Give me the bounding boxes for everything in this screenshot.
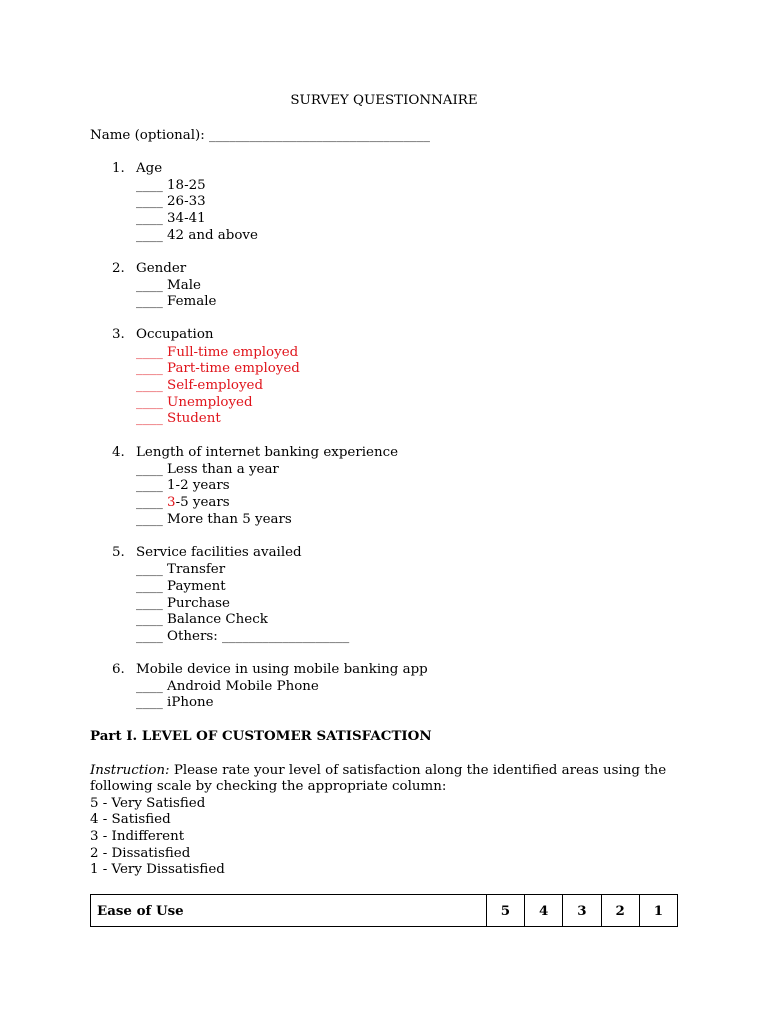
q2-number: 2. xyxy=(112,261,125,276)
part1-heading: Part I. LEVEL OF CUSTOMER SATISFACTION xyxy=(90,728,432,744)
q2-label: Gender xyxy=(136,261,187,276)
q5-option: ____ Others: ___________________ xyxy=(136,629,350,644)
q4-option-blank: ____ xyxy=(136,495,168,510)
q5-label: Service facilities availed xyxy=(136,545,302,560)
q3-option: ____ Self-employed xyxy=(136,378,264,393)
q6-option: ____ Android Mobile Phone xyxy=(136,679,319,694)
q6-number: 6. xyxy=(112,662,125,677)
instruction-line: following scale by checking the appropriate column: xyxy=(90,779,447,794)
q5-option: ____ Transfer xyxy=(136,562,226,577)
q5-option: ____ Purchase xyxy=(136,596,230,611)
q4-option: ____ Less than a year xyxy=(136,462,279,477)
scale-item: 2 - Dissatisfied xyxy=(90,846,191,861)
instruction-label: Instruction: xyxy=(90,763,170,778)
table-header-category: Ease of Use xyxy=(91,895,487,927)
q5-option: ____ Balance Check xyxy=(136,612,268,627)
table-header-col: 4 xyxy=(525,895,563,927)
q6-label: Mobile device in using mobile banking app xyxy=(136,662,428,677)
q1-option: ____ 34-41 xyxy=(136,211,206,226)
table-header-col: 1 xyxy=(639,895,677,927)
q5-number: 5. xyxy=(112,545,125,560)
page-title: SURVEY QUESTIONNAIRE xyxy=(290,93,478,108)
scale-item: 1 - Very Dissatisfied xyxy=(90,862,225,877)
q2-option: ____ Male xyxy=(136,278,201,293)
rating-table xyxy=(90,894,678,927)
name-field-line: Name (optional): _________________________________ xyxy=(90,128,430,143)
q4-option: ____ 1-2 years xyxy=(136,478,230,493)
q3-number: 3. xyxy=(112,327,125,342)
q6-option: ____ iPhone xyxy=(136,695,214,710)
q3-label: Occupation xyxy=(136,327,214,342)
table-header-col: 5 xyxy=(486,895,524,927)
instruction-line xyxy=(90,762,666,779)
table-header-row xyxy=(91,895,678,927)
scale-item: 3 - Indifferent xyxy=(90,829,185,844)
q1-option: ____ 26-33 xyxy=(136,194,206,209)
q4-option: ____ More than 5 years xyxy=(136,512,292,527)
q3-option: ____ Unemployed xyxy=(136,395,253,410)
q1-option: ____ 18-25 xyxy=(136,178,206,193)
q3-option: ____ Full-time employed xyxy=(136,345,299,360)
q4-option-highlight: 3 xyxy=(167,495,176,510)
table-header-col: 2 xyxy=(601,895,639,927)
q1-label: Age xyxy=(136,161,163,176)
q4-label: Length of internet banking experience xyxy=(136,445,399,460)
q3-option: ____ Student xyxy=(136,411,221,426)
scale-item: 5 - Very Satisfied xyxy=(90,796,206,811)
scale-item: 4 - Satisfied xyxy=(90,812,171,827)
q2-option: ____ Female xyxy=(136,294,217,309)
instruction-text: Please rate your level of satisfaction along the identified areas using the xyxy=(169,763,667,778)
q4-option xyxy=(136,494,230,511)
q3-option: ____ Part-time employed xyxy=(136,361,300,376)
q5-option: ____ Payment xyxy=(136,579,226,594)
q4-option-rest: -5 years xyxy=(175,495,230,510)
q1-number: 1. xyxy=(112,161,125,176)
q4-number: 4. xyxy=(112,445,125,460)
q1-option: ____ 42 and above xyxy=(136,228,258,243)
table-header-col: 3 xyxy=(563,895,601,927)
